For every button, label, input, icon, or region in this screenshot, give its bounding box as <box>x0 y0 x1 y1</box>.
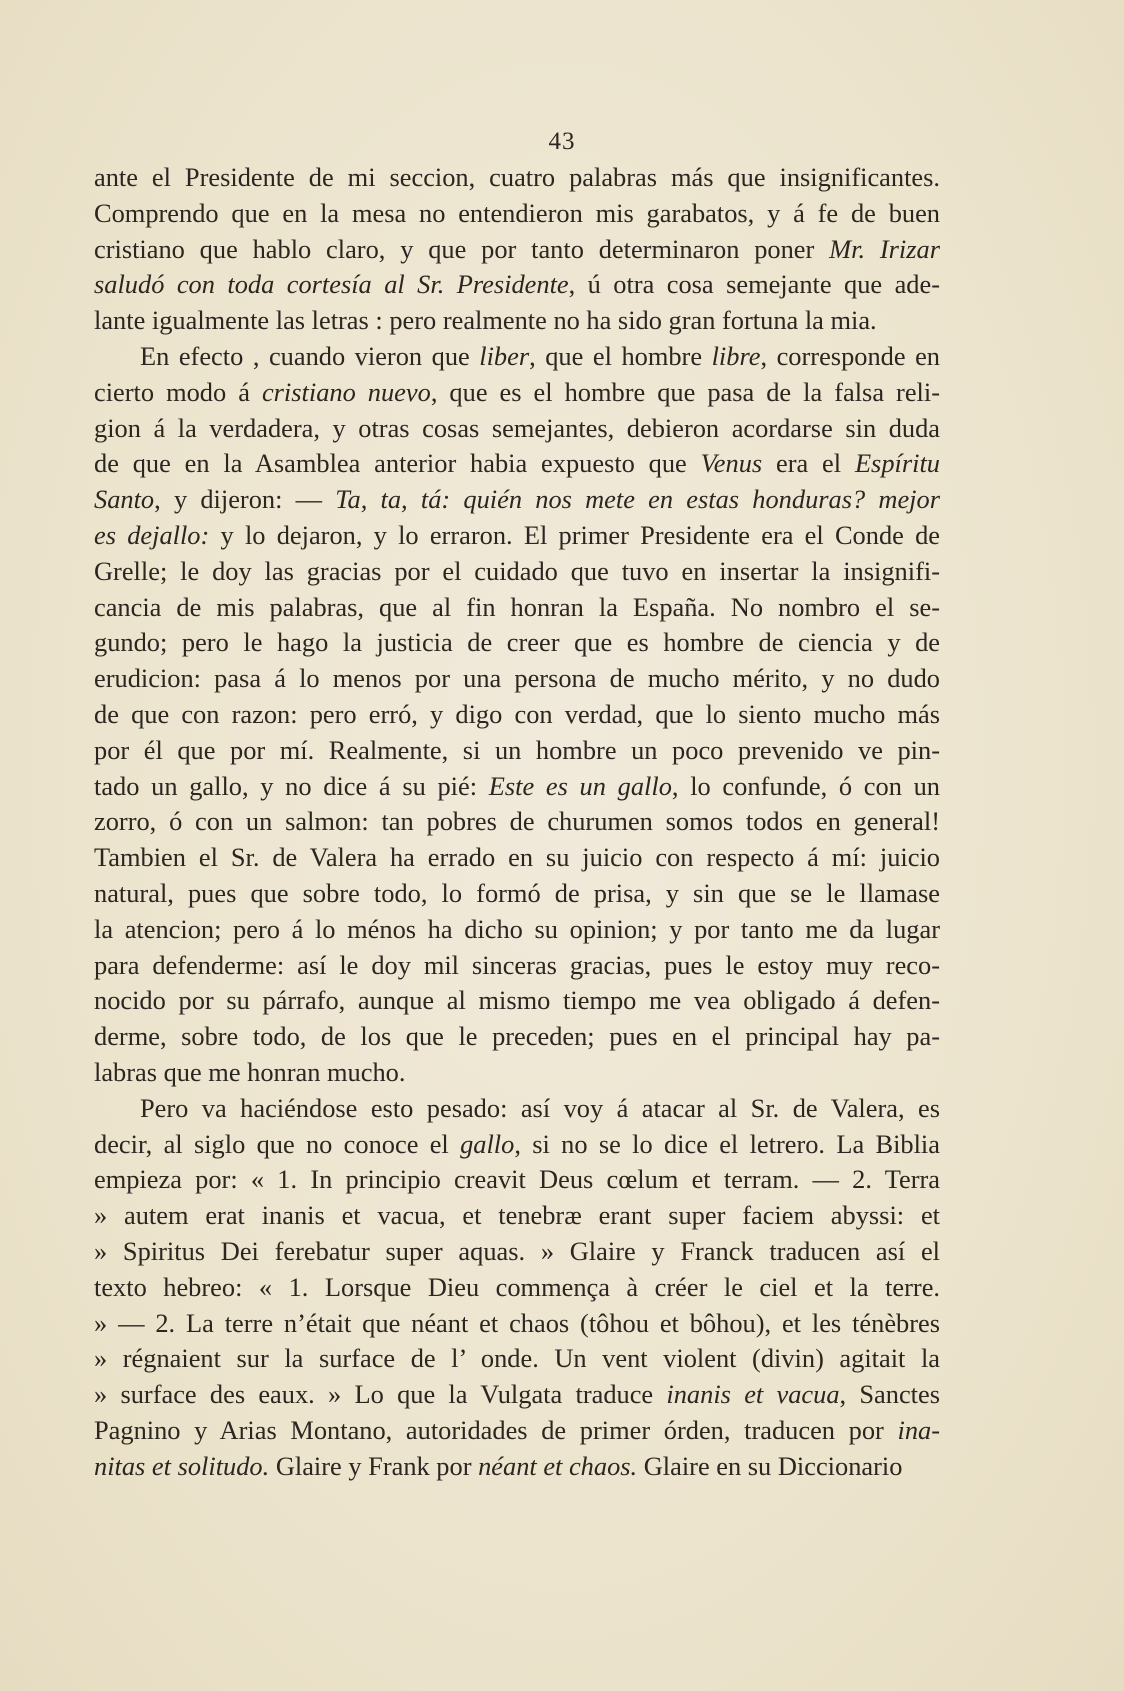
text-run: gundo; pero le hago la justicia de creer que es hombre de ciencia y de <box>94 627 940 658</box>
text-run: zorro, ó con un salmon: tan pobres de churumen somos todos en general! <box>94 806 940 837</box>
text-run: y lo dejaron, y lo erraron. El primer Presidente era el Conde de <box>209 519 940 550</box>
text-line <box>94 1091 940 1127</box>
text-line <box>94 411 940 447</box>
text-run: , que es el hombre que pasa de la falsa reli- <box>430 376 940 407</box>
italic-text: saludó con toda cortesía al Sr. Presidente <box>94 269 569 300</box>
text-line <box>94 1127 940 1163</box>
italic-text: gallo <box>460 1128 515 1159</box>
text-run: cierto modo á <box>94 376 262 407</box>
text-run: por él que por mí. Realmente, si un hombre un poco prevenido ve pin- <box>94 734 940 765</box>
italic-text: Santo <box>94 484 155 515</box>
text-line <box>94 554 940 590</box>
italic-text: liber <box>479 340 530 371</box>
text-line <box>94 1341 940 1377</box>
italic-text: ina- <box>897 1414 940 1445</box>
text-run: lante igualmente las letras : pero realmente no ha sido gran fortuna la mia. <box>94 305 877 336</box>
italic-text: inanis et vacua <box>666 1379 840 1410</box>
page-number: 43 <box>548 128 576 155</box>
text-run: Pagnino y Arias Montano, autoridades de primer órden, traducen por <box>94 1414 898 1445</box>
text-line <box>94 1055 940 1091</box>
italic-text: Ta, ta, tá: quién nos mete en estas honduras? mejor <box>335 484 940 515</box>
text-run: Tambien el Sr. de Valera ha errado en su juicio con respecto á mí: juicio <box>94 842 940 873</box>
text-line <box>94 482 940 518</box>
text-line <box>94 1270 940 1306</box>
italic-text: néant et chaos. <box>478 1450 638 1481</box>
text-line <box>94 697 940 733</box>
text-run: » surface des eaux. » Lo que la Vulgata traduce <box>94 1379 667 1410</box>
text-line <box>94 840 940 876</box>
paragraph <box>94 339 940 1091</box>
text-run: tado un gallo, y no dice á su pié: <box>94 770 489 801</box>
italic-text: cristiano nuevo <box>261 376 431 407</box>
text-run: decir, al siglo que no conoce el <box>94 1128 461 1159</box>
text-line <box>94 876 940 912</box>
text-run: , si no se lo dice el letrero. La Biblia <box>514 1128 940 1159</box>
text-line <box>94 625 940 661</box>
text-run: Glaire y Frank por <box>269 1450 479 1481</box>
text-line <box>94 1377 940 1413</box>
text-run: Comprendo que en la mesa no entendieron mis garabatos, y á fe de buen <box>94 197 940 228</box>
text-line <box>94 733 940 769</box>
text-line <box>94 1234 940 1270</box>
body-text <box>94 160 940 1484</box>
text-line <box>94 1413 940 1449</box>
text-run: cancia de mis palabras, que al fin honran la España. No nombro el se- <box>94 591 940 622</box>
italic-text: Venus <box>700 448 763 479</box>
text-run: erudicion: pasa á lo menos por una persona de mucho mérito, y no dudo <box>94 663 940 694</box>
text-run: la atencion; pero á lo ménos ha dicho su opinion; y por tanto me da lugar <box>94 913 940 944</box>
text-run: » régnaient sur la surface de l’ onde. Un vent violent (divin) agitait la <box>94 1343 940 1374</box>
text-line <box>94 196 940 232</box>
text-run: cristiano que hablo claro, y que por tanto determinaron poner <box>94 233 830 264</box>
text-line <box>94 1449 940 1485</box>
text-run: para defenderme: así le doy mil sinceras gracias, pues le estoy muy reco- <box>94 949 940 980</box>
paragraph <box>94 160 940 339</box>
text-run: , corresponde en <box>760 340 940 371</box>
text-run: » — 2. La terre n’était que néant et chaos (tôhou et bôhou), et les ténèbres <box>94 1307 940 1338</box>
text-line <box>94 769 940 805</box>
text-run: En efecto , cuando vieron que <box>140 340 480 371</box>
text-run: Pero va haciéndose esto pesado: así voy á atacar al Sr. de Valera, es <box>140 1092 940 1123</box>
text-line <box>94 590 940 626</box>
text-run: ante el Presidente de mi seccion, cuatro palabras más que insignificantes. <box>94 162 940 192</box>
text-line <box>94 1198 940 1234</box>
text-run: » autem erat inanis et vacua, et tenebræ erant super faciem abyssi: et <box>94 1200 940 1231</box>
text-line <box>94 518 940 554</box>
text-line <box>94 446 940 482</box>
text-line <box>94 912 940 948</box>
text-line <box>94 160 940 196</box>
text-run: derme, sobre todo, de los que le preceden; pues en el principal hay pa- <box>94 1021 940 1052</box>
text-run: » Spiritus Dei ferebatur super aquas. » Glaire y Franck traducen así el <box>94 1235 940 1266</box>
text-run: Glaire en su Diccionario <box>637 1450 903 1481</box>
text-run: gion á la verdadera, y otras cosas semejantes, debieron acordarse sin duda <box>94 412 940 443</box>
text-line <box>94 303 940 339</box>
italic-text: libre <box>711 340 761 371</box>
text-line <box>94 1019 940 1055</box>
italic-text: nitas et solitudo. <box>94 1450 270 1481</box>
text-line <box>94 375 940 411</box>
text-run: era el <box>762 448 855 479</box>
text-run: , ú otra cosa semejante que ade- <box>568 269 940 300</box>
text-line <box>94 267 940 303</box>
paragraph <box>94 1091 940 1485</box>
italic-text: Mr. Irizar <box>829 233 940 264</box>
text-run: empieza por: « 1. In principio creavit Deus cœlum et terram. — 2. Terra <box>94 1164 940 1195</box>
text-run: , Sanctes <box>839 1379 940 1410</box>
text-run: Grelle; le doy las gracias por el cuidado que tuvo en insertar la insignifi- <box>94 555 940 586</box>
text-line <box>94 661 940 697</box>
italic-text: Espíritu <box>854 448 940 479</box>
text-run: labras que me honran mucho. <box>94 1056 406 1087</box>
text-line <box>94 232 940 268</box>
text-line <box>94 804 940 840</box>
text-run: natural, pues que sobre todo, lo formó de prisa, y sin que se le llamase <box>94 877 940 908</box>
text-run: , lo confunde, ó con un <box>671 770 940 801</box>
text-run: de que en la Asamblea anterior habia expuesto que <box>94 448 701 479</box>
text-run: de que con razon: pero erró, y digo con verdad, que lo siento mucho más <box>94 698 940 729</box>
text-line <box>94 983 940 1019</box>
italic-text: Este es un gallo <box>488 770 672 801</box>
italic-text: es dejallo: <box>94 519 210 550</box>
text-run: , que el hombre <box>529 340 712 371</box>
text-run: , y dijeron: — <box>154 484 336 515</box>
text-run: texto hebreo: « 1. Lorsque Dieu commença à créer le ciel et la terre. <box>94 1271 940 1302</box>
text-line <box>94 948 940 984</box>
text-line <box>94 1162 940 1198</box>
text-run: nocido por su párrafo, aunque al mismo tiempo me vea obligado á defen- <box>94 985 940 1016</box>
text-line <box>94 1306 940 1342</box>
text-line <box>94 339 940 375</box>
